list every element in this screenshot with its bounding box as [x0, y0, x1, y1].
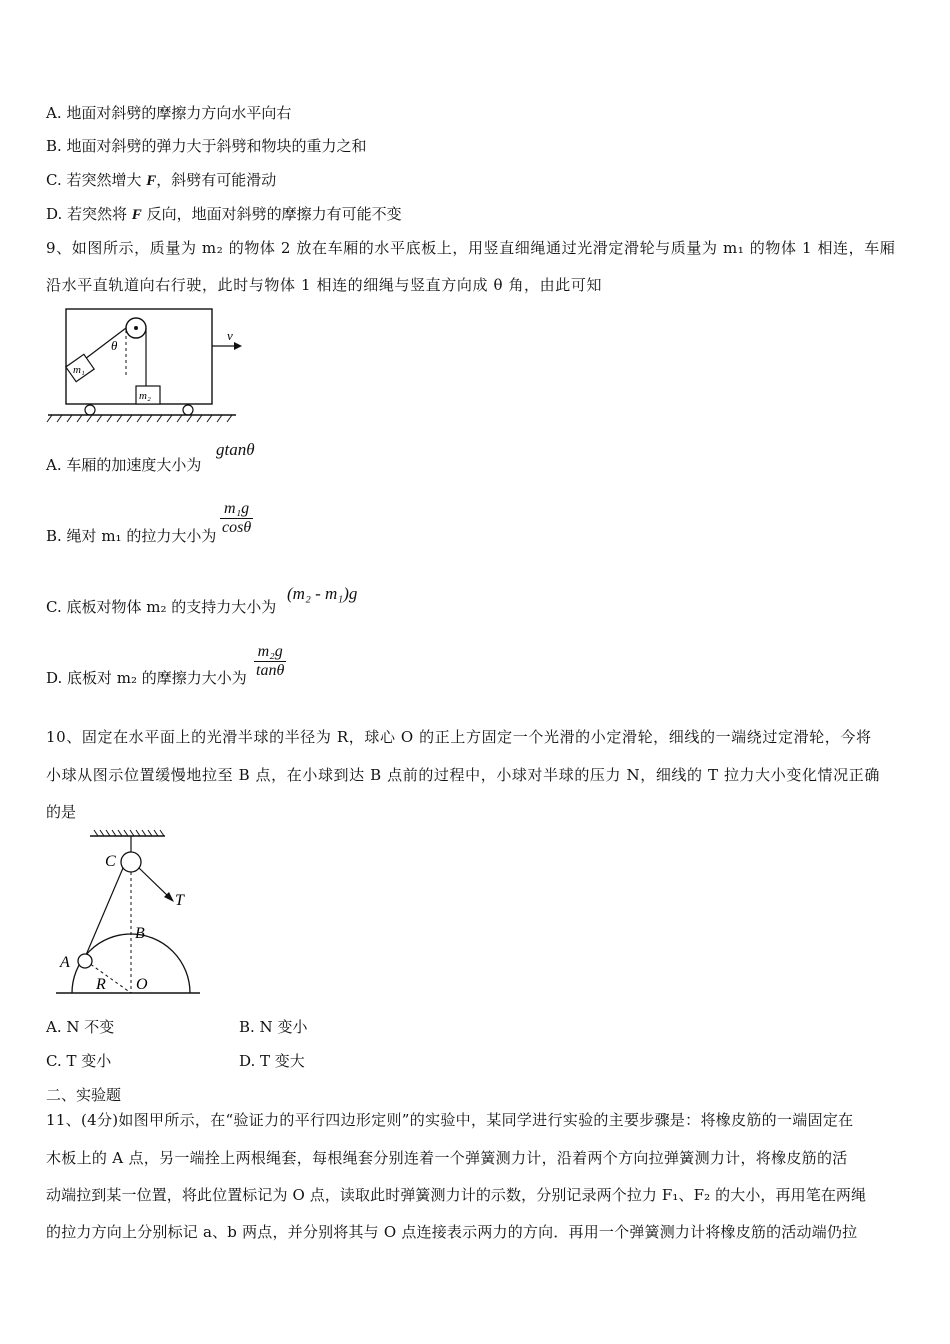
- wheel-left: [85, 405, 95, 415]
- fraction-numerator: m₁g: [220, 500, 253, 519]
- q11-stem-line2: 木板上的 A 点，另一端拴上两根绳套，每根绳套分别连着一个弹簧测力计，沿着两个方向拉弹簧测力计，将橡皮筋的活: [46, 1149, 848, 1167]
- v-label: v: [227, 328, 233, 343]
- q9-option-d: D. 底板对 m₂ 的摩擦力大小为: [46, 669, 247, 687]
- q9-option-d-fraction: [254, 643, 286, 680]
- section-heading: 二、实验题: [46, 1086, 122, 1104]
- q9-option-a-expr: gtanθ: [216, 440, 255, 459]
- m2-label: m₂: [139, 390, 151, 402]
- q9-option-b: B. 绳对 m₁ 的拉力大小为: [46, 527, 217, 545]
- label-B: B: [135, 925, 145, 942]
- q10-stem-line3: 的是: [46, 803, 77, 821]
- fraction-numerator: m₂g: [254, 643, 286, 662]
- q8-option-b: B. 地面对斜劈的弹力大于斜劈和物块的重力之和: [46, 137, 367, 155]
- q9-option-c-expr: (m₂ - m₁)g: [287, 584, 358, 603]
- q10-option-b: B. N 变小: [239, 1018, 308, 1036]
- q9-option-a: A. 车厢的加速度大小为: [46, 456, 202, 474]
- q10-option-d: D. T 变大: [239, 1052, 305, 1070]
- ball-A: [78, 954, 92, 968]
- fraction-denominator: cosθ: [222, 519, 252, 536]
- q9-stem-line1: 9、如图所示，质量为 m₂ 的物体 2 放在车厢的水平底板上，用竖直细绳通过光滑定滑轮与质量为 m₁ 的物体 1 相连，车厢: [46, 239, 896, 257]
- label-C: C: [105, 853, 116, 870]
- label-T: T: [175, 892, 184, 909]
- velocity-arrow: [234, 342, 242, 350]
- q11-stem-line1: 11、(4分)如图甲所示，在“验证力的平行四边形定则”的实验中，某同学进行实验的主要步骤是：将橡皮筋的一端固定在: [46, 1111, 854, 1129]
- m1-label: m₁: [73, 364, 85, 376]
- q10-stem-line1: 10、固定在水平面上的光滑半球的半径为 R，球心 O 的正上方固定一个光滑的小定滑轮，细线的一端绕过定滑轮，今将: [46, 728, 872, 746]
- label-A: A: [60, 954, 70, 971]
- q10-option-a: A. N 不变: [46, 1018, 115, 1036]
- q8-option-d: D. 若突然将 F 反向，地面对斜劈的摩擦力有可能不变: [46, 205, 402, 223]
- q9-figure: [40, 300, 260, 430]
- label-R: R: [96, 976, 106, 993]
- wheel-right: [183, 405, 193, 415]
- theta-label: θ: [111, 338, 118, 353]
- q8-option-c: C. 若突然增大 F，斜劈有可能滑动: [46, 171, 277, 189]
- q10-figure: [50, 828, 210, 1003]
- q9-option-b-fraction: [220, 500, 253, 537]
- q8-option-a: A. 地面对斜劈的摩擦力方向水平向右: [46, 104, 292, 122]
- q11-stem-line3: 动端拉到某一位置，将此位置标记为 O 点，读取此时弹簧测力计的示数，分别记录两个拉力 F₁、F₂ 的大小，再用笔在两绳: [46, 1186, 867, 1204]
- q10-option-c: C. T 变小: [46, 1052, 112, 1070]
- fraction-denominator: tanθ: [256, 662, 285, 679]
- q9-option-c: C. 底板对物体 m₂ 的支持力大小为: [46, 598, 277, 616]
- q9-stem-line2: 沿水平直轨道向右行驶，此时与物体 1 相连的细绳与竖直方向成 θ 角，由此可知: [46, 276, 603, 294]
- pulley-C: [121, 852, 141, 872]
- q10-stem-line2: 小球从图示位置缓慢地拉至 B 点，在小球到达 B 点前的过程中，小球对半球的压力 N，细线的 T 拉力大小变化情况正确: [46, 766, 880, 784]
- label-O: O: [136, 976, 148, 993]
- q11-stem-line4: 的拉力方向上分别标记 a、b 两点，并分别将其与 O 点连接表示两力的方向．再用一个弹簧测力计将橡皮筋的活动端仍拉: [46, 1223, 858, 1241]
